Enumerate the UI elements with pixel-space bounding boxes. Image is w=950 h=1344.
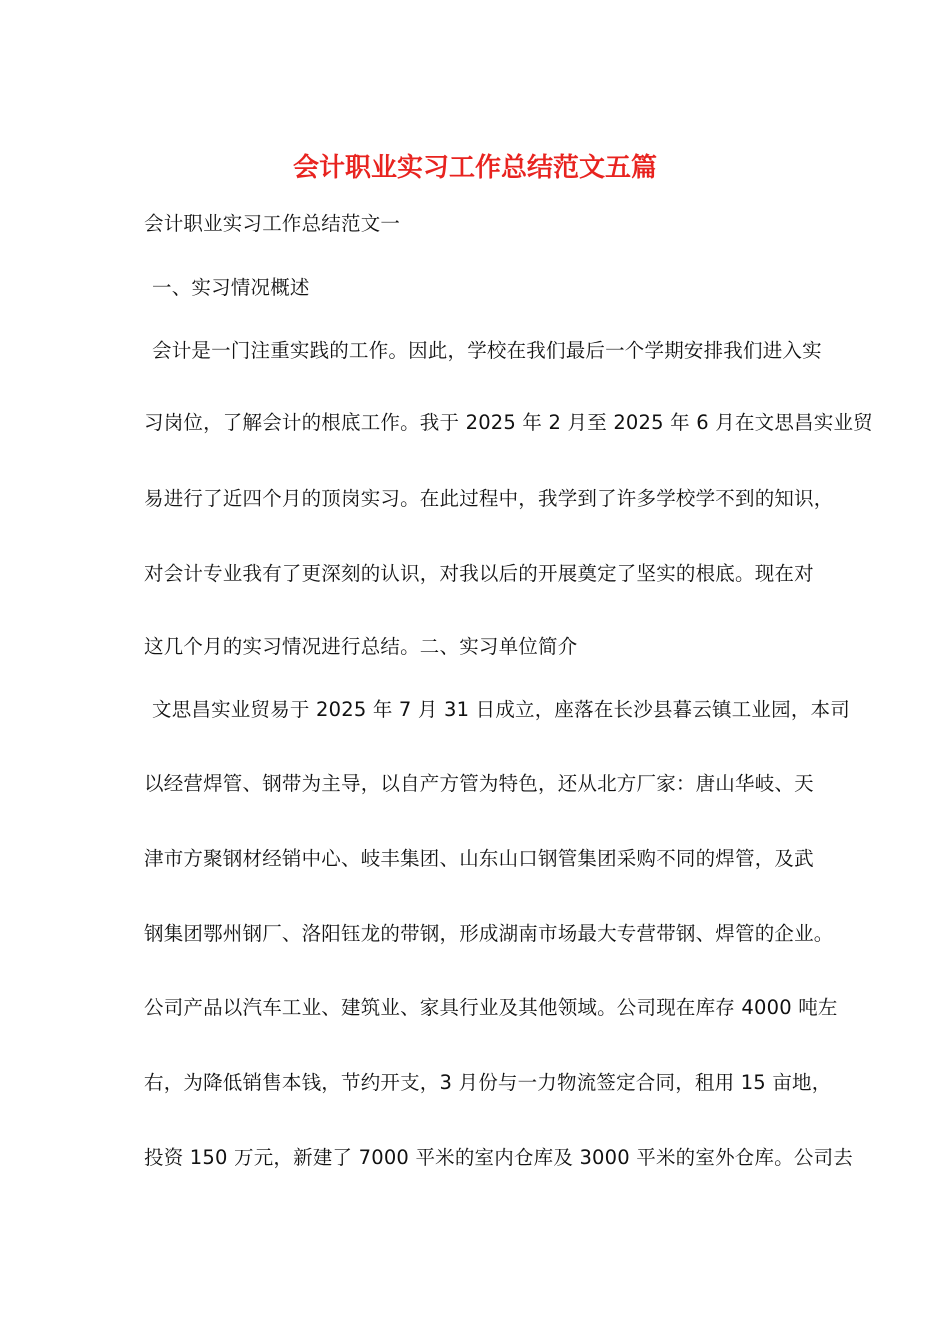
paragraph-line: 对会计专业我有了更深刻的认识，对我以后的开展奠定了坚实的根底。现在对 — [144, 562, 814, 585]
paragraph-line: 津市方聚钢材经销中心、岐丰集团、山东山口钢管集团采购不同的焊管，及武 — [144, 847, 814, 870]
paragraph-line: 公司产品以汽车工业、建筑业、家具行业及其他领域。公司现在库存 4000 吨左 — [144, 996, 838, 1019]
paragraph-line: 文思昌实业贸易于 2025 年 7 月 31 日成立，座落在长沙县暮云镇工业园，本司 — [152, 698, 850, 721]
paragraph-line: 以经营焊管、钢带为主导，以自产方管为特色，还从北方厂家：唐山华岐、天 — [144, 772, 814, 795]
paragraph-line: 会计是一门注重实践的工作。因此，学校在我们最后一个学期安排我们进入实 — [152, 339, 822, 362]
paragraph-line: 钢集团鄂州钢厂、洛阳钰龙的带钢，形成湖南市场最大专营带钢、焊管的企业。 — [144, 922, 834, 945]
paragraph-line: 右，为降低销售本钱，节约开支，3 月份与一力物流签定合同，租用 15 亩地， — [144, 1071, 832, 1094]
paragraph-line: 投资 150 万元，新建了 7000 平米的室内仓库及 3000 平米的室外仓库。公司去 — [144, 1146, 853, 1169]
section-heading: 一、实习情况概述 — [152, 276, 310, 299]
document-title: 会计职业实习工作总结范文五篇 — [292, 153, 657, 183]
paragraph-line: 易进行了近四个月的顶岗实习。在此过程中，我学到了许多学校学不到的知识， — [144, 487, 834, 510]
document-subtitle: 会计职业实习工作总结范文一 — [144, 212, 401, 235]
paragraph-line: 习岗位，了解会计的根底工作。我于 2025 年 2 月至 2025 年 6 月在文思昌实业贸 — [144, 411, 873, 434]
paragraph-line: 这几个月的实习情况进行总结。二、实习单位简介 — [144, 635, 578, 658]
